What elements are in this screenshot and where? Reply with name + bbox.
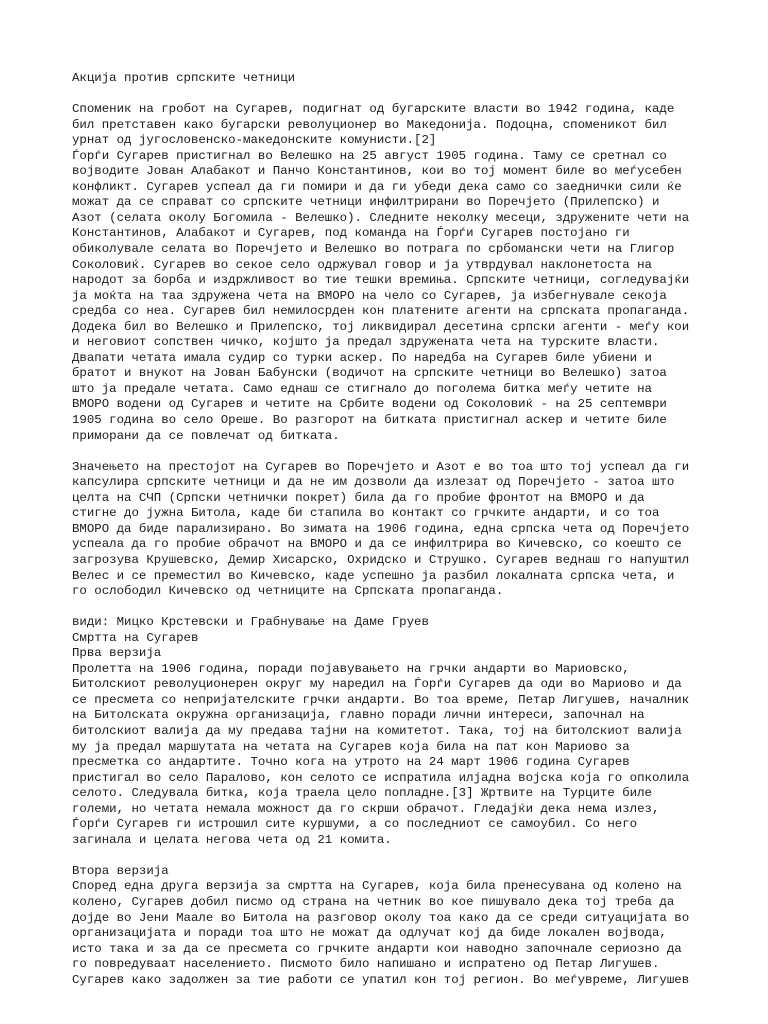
text-line: пристигал во село Паралово, кон селото се испратила илјадна војска која го опколила xyxy=(72,770,690,785)
text-line: братот и внукот на Јован Бабунски (водичот на српските четници во Велешко) затоа xyxy=(72,366,667,381)
text-line: ја моќта на таа здружена чета на ВМОРО на чело со Сугарев, ја избегнувале секоја xyxy=(72,288,667,303)
blank-line xyxy=(72,848,732,864)
text-line: успеала да го пробие обрачот на ВМОРО и да се инфилтрира во Кичевско, со коешто се xyxy=(72,537,682,552)
text-line: големи, но четата немала можност да го скрши обрачот. Гледајќи дека нема излез, xyxy=(72,801,660,816)
text-line: војводите Јован Алабакот и Панчо Константинов, кои во тој момент биле во меѓусебен xyxy=(72,164,682,179)
blank-line xyxy=(72,87,732,103)
text-line: средба со неа. Сугарев бил немилосрден кон платените агенти на српската пропаганда. xyxy=(72,304,690,319)
text-line: ВМОРО водени од Сугарев и четите на Србите водени од Соколовиќ - на 25 септември xyxy=(72,397,667,412)
text-line: можат да се справат со српските четници инфилтрирани во Поречјето (Прилепско) и xyxy=(72,195,660,210)
text-line: Ѓорѓи Сугарев ги истрошил сите куршуми, а со последниот се самоубил. Со него xyxy=(72,817,638,832)
text-line: Пролетта на 1906 година, поради појавувањето на грчки андарти во Мариовско, xyxy=(72,661,630,676)
text-line: Сугарев како задолжен за тие работи се упатил кон тој регион. Во меѓувреме, Лигушев xyxy=(72,972,690,987)
text-line: Константинов, Алабакот и Сугарев, под команда на Ѓорѓи Сугарев постојано ги xyxy=(72,226,630,241)
blank-line xyxy=(72,600,732,616)
text-line: бил претставен како бугарски револуционер во Македонија. Подоцна, споменикот бил xyxy=(72,117,667,132)
text-line: Прва верзија xyxy=(72,646,162,661)
text-line: обиколувале селата во Поречјето и Велешко во потрага по србомански чети на Глигор xyxy=(72,242,675,257)
text-line: целта на СЧП (Српски четнички покрет) била да го пробие фронтот на ВМОРО и да xyxy=(72,490,645,505)
text-line: исто така и за да се пресмета со грчките андарти кои наводно започнале сериозно да xyxy=(72,941,682,956)
text-line: му ја предал маршутата на четата на Сугарев која била на пат кон Мариово за xyxy=(72,739,630,754)
text-line: 1905 година во село Ореше. Во разгорот на битката пристигнал аскер и четите биле xyxy=(72,413,667,428)
text-line: на Битолската окружна организација, главно поради лични интереси, започнал на xyxy=(72,708,645,723)
text-line: стигне до јужна Битола, каде би стапила во контакт со грчките андарти, и со тоа xyxy=(72,506,660,521)
text-line: Двапати четата имала судир со турки аскер. По наредба на Сугарев биле убиени и xyxy=(72,350,652,365)
text-line: го ослободил Кичевско од четниците на Српската пропаганда. xyxy=(72,584,504,599)
text-line: Битолскиот револуционерен округ му наредил на Ѓорѓи Сугарев да оди во Мариово и да xyxy=(72,677,682,692)
text-line: организацијата и поради тоа што не можат да одлучат кој да биде локален војвода, xyxy=(72,926,667,941)
section-heading: Акција против српските четници xyxy=(72,71,296,85)
text-line: урнат од југословенско-македонските комунисти.[2] xyxy=(72,133,437,148)
text-line: Според една друга верзија за смртта на Сугарев, која била пренесувана од колено на xyxy=(72,879,682,894)
text-line: го повредуваат населението. Писмото било напишано и испратено од Петар Лигушев. xyxy=(72,957,660,972)
text-line: загрозува Крушевско, Демир Хисарско, Охридско и Струшко. Сугарев веднаш го напуштил xyxy=(72,552,690,567)
text-line: загинала и целата негова чета од 21 комита. xyxy=(72,832,392,847)
text-line: пресметка со андартите. Точно кога на утрото на 24 март 1906 година Сугарев xyxy=(72,755,630,770)
text-line: Втора верзија xyxy=(72,863,169,878)
text-line: народот за борба и издржливост во тие тешки времиња. Српските четници, согледувајќи xyxy=(72,273,690,288)
paragraph-2 xyxy=(72,460,732,600)
paragraph-3 xyxy=(72,615,732,848)
text-line: селото. Следувала битка, која траела цело попладне.[3] Жртвите на Турците биле xyxy=(72,786,652,801)
text-line: дојде во Јени Маале во Битола на разговор околу тоа како да се среди ситуацијата во xyxy=(72,910,690,925)
text-line: Смртта на Сугарев xyxy=(72,630,199,645)
text-line: битолскиот валија да му предава тајни на комитетот. Така, тој на битолскиот валија xyxy=(72,723,682,738)
text-line: што ја предале четата. Само еднаш се стигнало до поголема битка меѓу четите на xyxy=(72,381,652,396)
text-line: капсулира српските четници и да не им дозволи да излезат од Поречјето - затоа што xyxy=(72,475,675,490)
text-line: Значењето на престојот на Сугарев во Поречјето и Азот е во тоа што тој успеал да ги xyxy=(72,459,690,474)
document-page xyxy=(72,71,732,988)
text-line: се пресмета со непријателските грчки андарти. Во тоа време, Петар Лигушев, началник xyxy=(72,692,690,707)
blank-line xyxy=(72,444,732,460)
text-line: Додека бил во Велешко и Прилепско, тој ликвидирал десетина српски агенти - меѓу кои xyxy=(72,319,690,334)
text-line: и неговиот сопствен чичко, којшто ја предал здружената чета на турските власти. xyxy=(72,335,660,350)
text-line: колено, Сугарев добил писмо од страна на четник во кое пишувало дека тој треба да xyxy=(72,894,675,909)
text-line: Споменик на гробот на Сугарев, подигнат од бугарските власти во 1942 година, каде xyxy=(72,102,675,117)
text-line: Ѓорѓи Сугарев пристигнал во Велешко на 25 август 1905 година. Таму се сретнал со xyxy=(72,148,667,163)
text-line: приморани да се повлечат од битката. xyxy=(72,428,340,443)
text-line: Велес и се преместил во Кичевско, каде успешно ја разбил локалната српска чета, и xyxy=(72,568,675,583)
text-line: ВМОРО да биде парализирано. Во зимата на 1906 година, една српска чета од Поречјето xyxy=(72,521,690,536)
text-line: конфликт. Сугарев успеал да ги помири и да ги убеди дека само со заеднички сили ќе xyxy=(72,179,682,194)
paragraph-1 xyxy=(72,102,732,444)
text-line: Соколовиќ. Сугарев во секое село одржувал говор и ја утврдувал наклонетоста на xyxy=(72,257,652,272)
text-line: види: Мицко Крстевски и Грабнување на Даме Груев xyxy=(72,615,429,630)
paragraph-4 xyxy=(72,864,732,988)
text-line: Азот (селата околу Богомила - Велешко). Следните неколку месеци, здружените чети на xyxy=(72,210,690,225)
